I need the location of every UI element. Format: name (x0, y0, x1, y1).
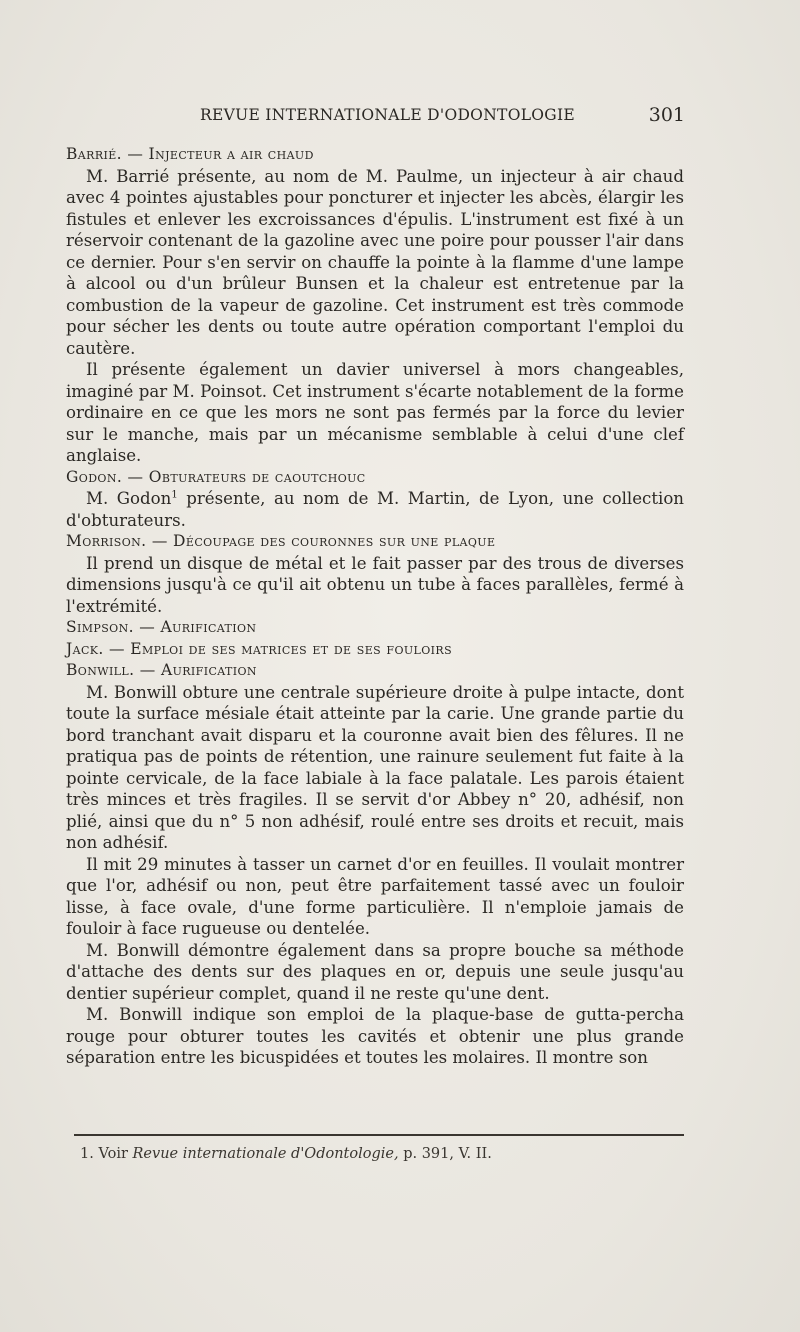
running-title: REVUE INTERNATIONALE D'ODONTOLOGIE (200, 106, 576, 124)
section-heading-morrison: Morrison. — Découpage des couronnes sur une plaque (66, 532, 496, 550)
paragraph: Il mit 29 minutes à tasser un carnet d'or en feuilles. Il voulait montrer que l'or, adhésif ou non, peut être parfaitement tassé avec un fouloir lisse, à face ovale, d'une forme particulière. Il n'emploie jamais de fouloir à face rugueuse ou dentelée. (66, 854, 684, 938)
footnote-mark: 1 (171, 489, 178, 501)
section-heading-jack: Jack. — Emploi de ses matrices et de ses fouloirs (66, 639, 453, 658)
footnote-divider (74, 1134, 684, 1136)
footnote (80, 1146, 680, 1162)
paragraph: M. Barrié présente, au nom de M. Paulme, un injecteur à air chaud avec 4 pointes ajustables pour poncturer et injecter les abcès, élargir les fistules et enlever les excroissances d'épulis. L'instrument est fixé à un réservoir contenant de la gazoline avec une poire pour pousser l'air dans ce dernier. Pour s'en servir on chauffe la pointe à la flamme d'une lampe à alcool ou d'un brûleur Bunsen et la chaleur est entretenue par la combustion de la vapeur de gazoline. Cet instrument est très commode pour sécher les dents ou toute autre opération comportant l'emploi du cautère. (66, 166, 684, 358)
paragraph: Il présente également un davier universel à mors changeables, imaginé par M. Poinsot. Cet instrument s'écarte notablement de la forme ordinaire en ce que les mors ne sont pas fermés par la force du levier sur le manche, mais par un mécanisme semblable à celui d'une clef anglaise. (66, 360, 684, 465)
section-heading-bonwill: Bonwill. — Aurification (66, 661, 257, 679)
page-header (200, 104, 685, 130)
section-heading-barrie: Barrié. — Injecteur a air chaud (66, 145, 314, 163)
paragraph (66, 488, 684, 531)
paragraph: M. Bonwill indique son emploi de la plaque-base de gutta-percha rouge pour obturer toutes les cavités et obtenir une plus grande séparation entre les bicuspidées et toutes les molaires. Il montre son (66, 1005, 684, 1067)
paragraph-text: présente, au nom de M. Martin, de Lyon, une collection d'obturateurs. (66, 489, 684, 530)
footnote-text: Voir (98, 1146, 128, 1162)
page-number: 301 (648, 104, 685, 126)
paragraph: M. Bonwill obture une centrale supérieure droite à pulpe intacte, dont toute la surface mésiale était atteinte par la carie. Une grande partie du bord tranchant avait disparu et la couronne avait bien des fêlures. Il ne pratiqua pas de points de rétention, une rainure seulement fut faite à la pointe cervicale, de la face labiale à la face palatale. Les parois étaient très minces et très fragiles. Il se servit d'or Abbey n° 20, adhésif, non plié, ainsi que du n° 5 non adhésif, roulé entre ses droits et recuit, mais non adhésif. (66, 682, 684, 852)
footnote-text: p. 391, V. II. (403, 1146, 492, 1162)
section-heading-godon: Godon. — Obturateurs de caoutchouc (66, 467, 366, 486)
page-body (66, 144, 684, 1069)
section-heading-simpson: Simpson. — Aurification (66, 618, 257, 636)
paragraph: Il prend un disque de métal et le fait passer par des trous de diverses dimensions jusqu'à ce qu'il ait obtenu un tube à faces parallèles, fermé à l'extrémité. (66, 553, 684, 616)
footnote-journal: Revue internationale d'Odontologie, (132, 1146, 399, 1162)
paragraph: M. Bonwill démontre également dans sa propre bouche sa méthode d'attache des dents sur des plaques en or, depuis une seule jusqu'au dentier supérieur complet, quand il ne reste qu'une dent. (66, 940, 684, 1003)
paragraph-text: M. Godon (86, 489, 172, 508)
footnote-number: 1. (80, 1146, 94, 1162)
